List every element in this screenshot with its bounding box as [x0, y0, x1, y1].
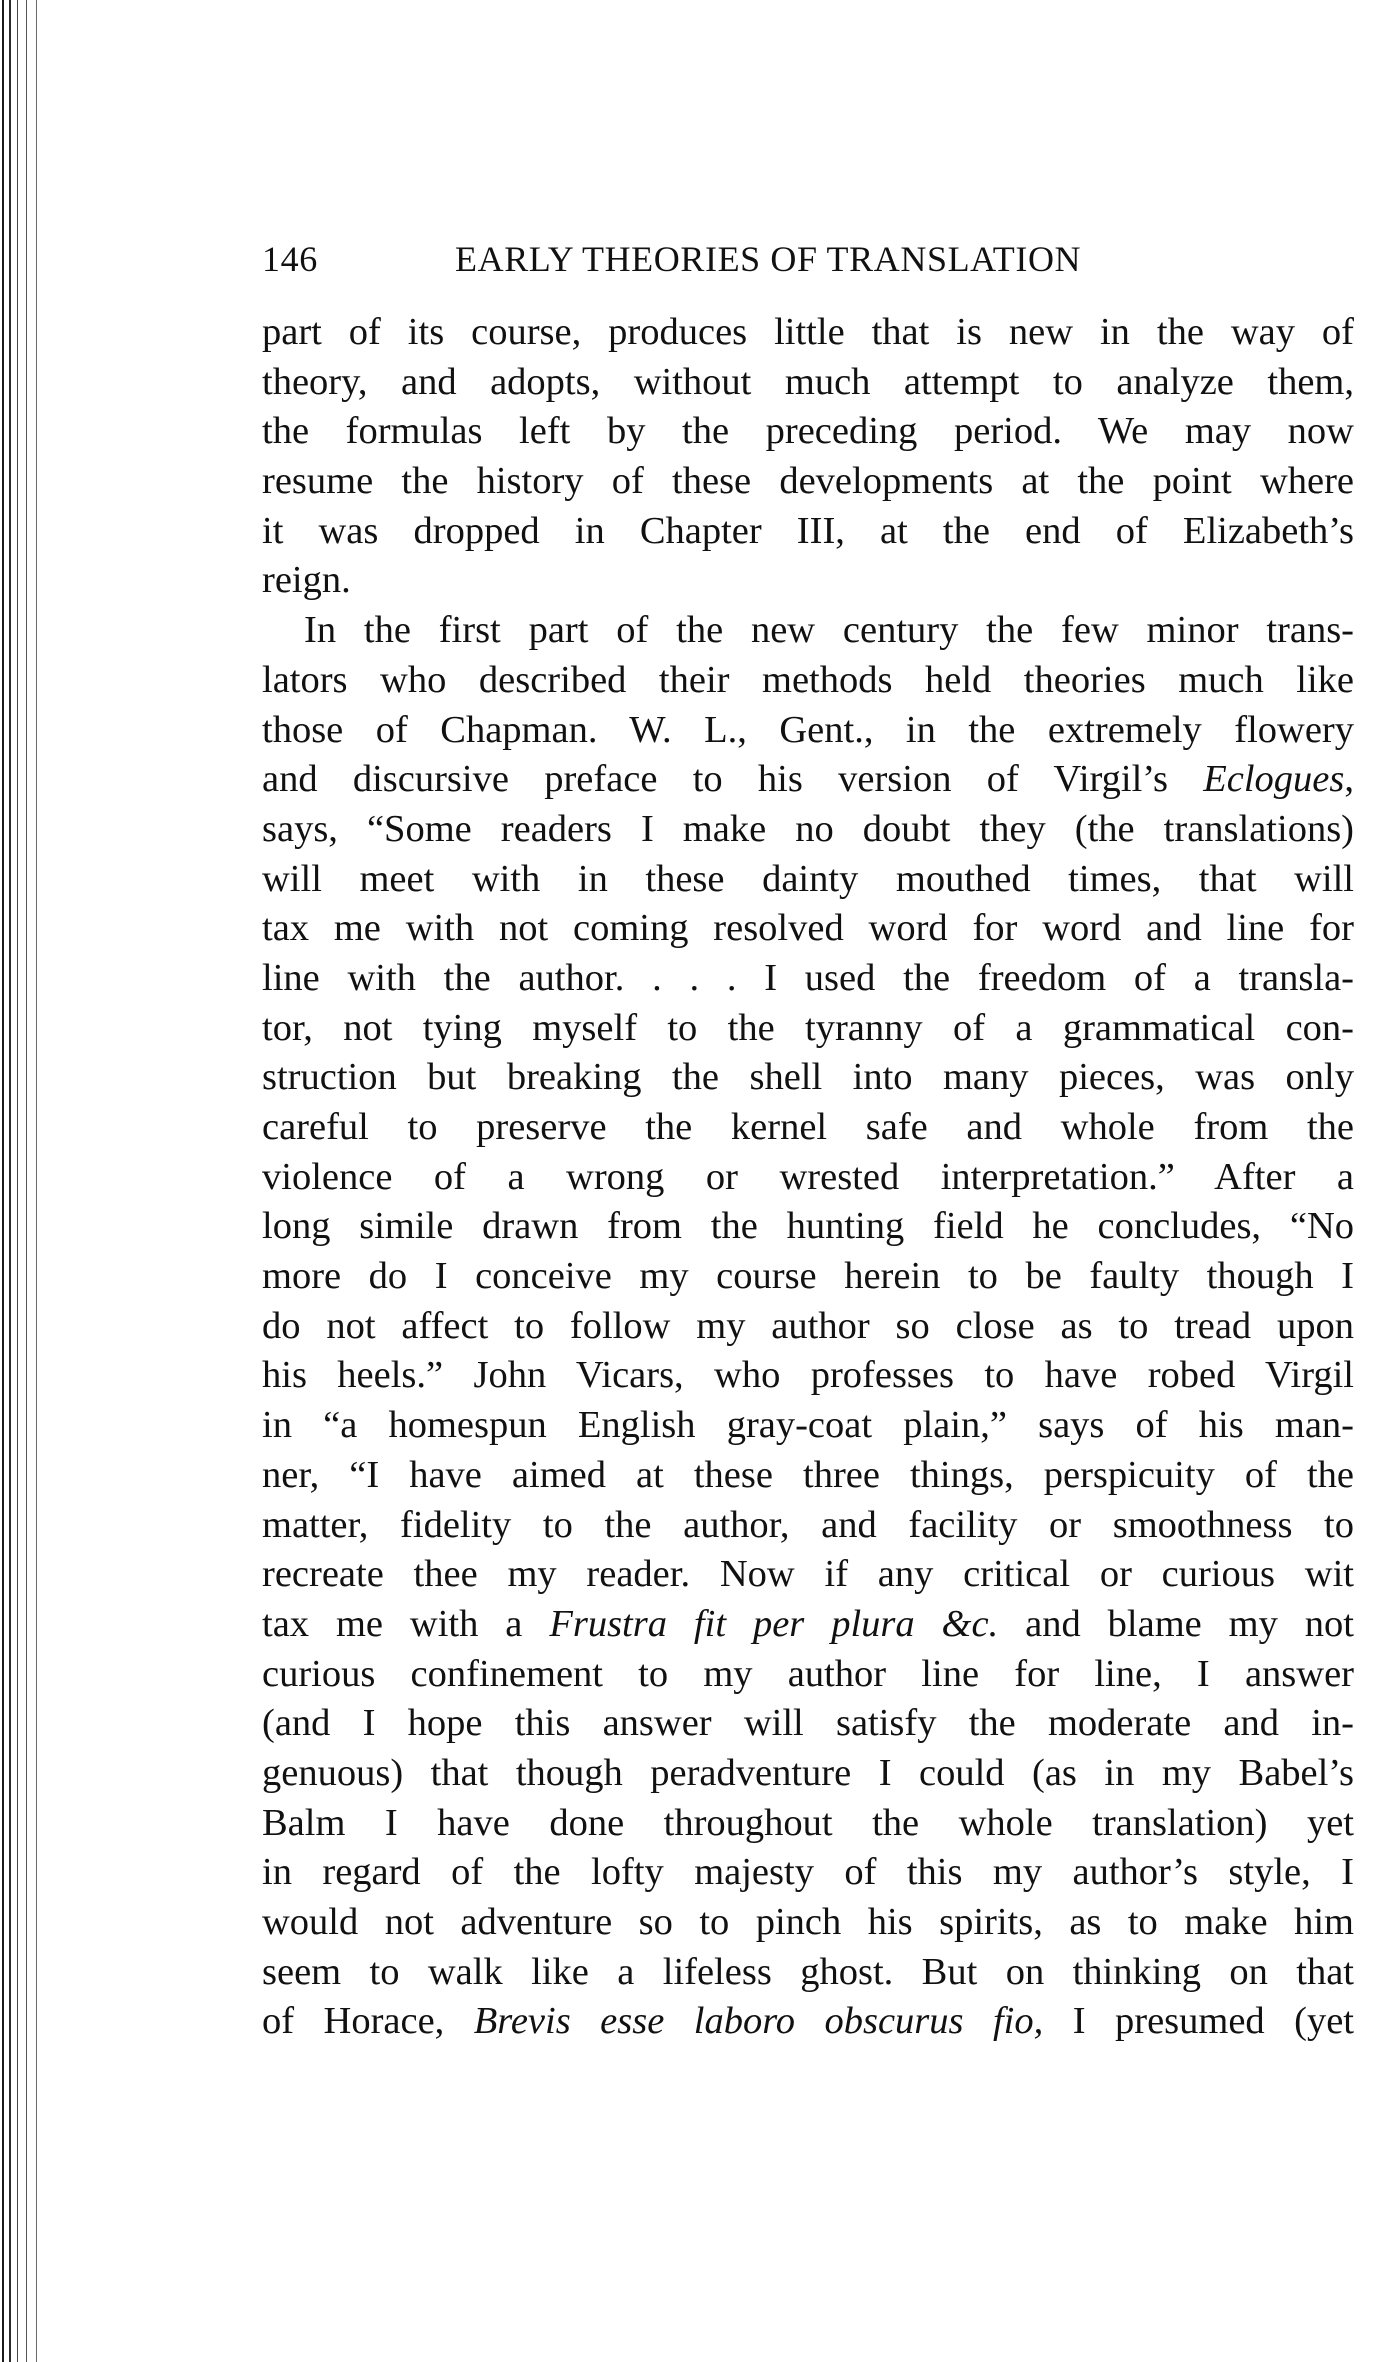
page-number: 146 — [262, 239, 318, 279]
text-line: violence of a wrong or wrested interpretation.” After a — [262, 1155, 1354, 1198]
text-line: do not affect to follow my author so close as to tread upon — [262, 1304, 1354, 1347]
text-segment: , — [1344, 758, 1354, 801]
text-line: recreate thee my reader. Now if any critical or curious wit — [262, 1553, 1354, 1596]
text-line: tax me with not coming resolved word for word and line for — [262, 907, 1354, 950]
text-segment: and blame my not — [998, 1602, 1354, 1645]
text-segment: I presumed (yet — [1043, 2000, 1354, 2043]
text-line: (and I hope this answer will satisfy the moderate and in- — [262, 1702, 1354, 1745]
running-head: EARLY THEORIES OF TRANSLATION — [455, 239, 1082, 279]
text-line: the formulas left by the preceding period. We may now — [262, 410, 1354, 453]
text-line: will meet with in these dainty mouthed times, that will — [262, 857, 1354, 900]
page-header — [262, 234, 1354, 284]
text-line: theory, and adopts, without much attempt to analyze them, — [262, 360, 1354, 403]
italic-quotation: Brevis esse laboro obscurus fio, — [473, 2000, 1044, 2043]
text-line: lators who described their methods held theories much like — [262, 658, 1354, 701]
text-line: in “a homespun English gray-coat plain,” says of his man- — [262, 1404, 1354, 1447]
text-line: more do I conceive my course herein to be faulty though I — [262, 1255, 1354, 1298]
text-line: reign. — [262, 559, 351, 602]
text-line: struction but breaking the shell into many pieces, was only — [262, 1056, 1354, 1099]
text-line: matter, fidelity to the author, and facility or smoothness to — [262, 1503, 1354, 1546]
text-line: curious confinement to my author line for line, I answer — [262, 1652, 1354, 1695]
text-line: it was dropped in Chapter III, at the end of Elizabeth’s — [262, 509, 1354, 552]
text-line — [262, 1997, 1354, 2047]
text-line: tor, not tying myself to the tyranny of a grammatical con- — [262, 1006, 1354, 1049]
text-line: would not adventure so to pinch his spirits, as to make him — [262, 1901, 1354, 1943]
text-segment: tax me with a — [262, 1602, 550, 1645]
text-line: ner, “I have aimed at these three things, perspicuity of the — [262, 1453, 1354, 1496]
body-text — [262, 308, 1354, 2047]
text-line — [262, 1600, 1354, 1650]
text-line: his heels.” John Vicars, who professes to have robed Virgil — [262, 1354, 1354, 1397]
text-segment: of Horace, — [262, 2000, 474, 2043]
text-segment: and discursive preface to his version of Virgil’s — [262, 758, 1204, 801]
book-spine-edge — [0, 0, 48, 2362]
text-line: Balm I have done throughout the whole translation) yet — [262, 1801, 1354, 1844]
text-line: long simile drawn from the hunting field he concludes, “No — [262, 1205, 1354, 1248]
text-line: careful to preserve the kernel safe and whole from the — [262, 1106, 1354, 1148]
text-line: part of its course, produces little that is new in the way of — [262, 311, 1354, 353]
text-line: in regard of the lofty majesty of this my author’s style, I — [262, 1851, 1354, 1894]
italic-quotation: Frustra fit per plura &c. — [549, 1602, 999, 1645]
text-line — [262, 755, 1354, 805]
text-line: seem to walk like a lifeless ghost. But on thinking on that — [262, 1950, 1354, 1993]
italic-title: Eclogues — [1203, 758, 1345, 801]
text-line: resume the history of these developments at the point where — [262, 460, 1354, 503]
text-line: line with the author. . . . I used the freedom of a transla- — [262, 956, 1354, 999]
text-line: In the first part of the new century the few minor trans- — [304, 609, 1354, 652]
text-line: genuous) that though peradventure I could (as in my Babel’s — [262, 1751, 1354, 1794]
text-line: says, “Some readers I make no doubt they (the translations) — [262, 807, 1354, 850]
text-line: those of Chapman. W. L., Gent., in the extremely flowery — [262, 708, 1354, 751]
